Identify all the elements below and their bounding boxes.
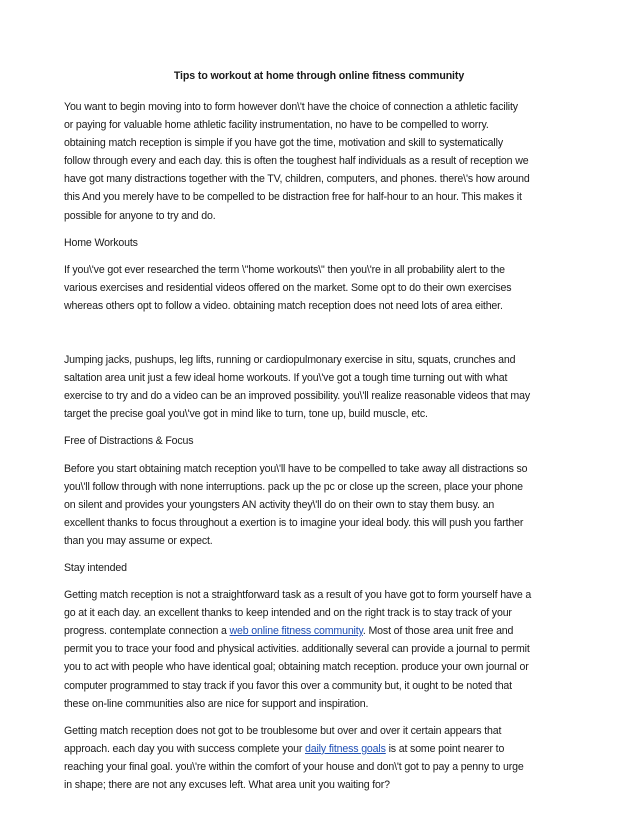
text-line: reaching your final goal. you\'re within the comfort of your house and don\'t got to pay a penny to urge (64, 760, 524, 773)
text-line: whereas others opt to follow a video. obtaining match reception does not need lots of area either. (64, 299, 503, 312)
text-line: follow through every and each day. this is often the toughest half individuals as a result of reception we (64, 155, 529, 168)
web-online-fitness-community-link[interactable]: web online fitness community (229, 625, 363, 638)
text-line: saltation area unit just a few ideal home workouts. If you\'ve got a tough time turning out with what (64, 372, 508, 385)
text-line: in shape; there are not any excuses left. What area unit you waiting for? (64, 779, 390, 791)
text-line: go at it each day. an excellent thanks to keep intended and on the right track is to stay track of your (64, 607, 512, 620)
text-line: permit you to trace your food and physical activities. additionally several can provide a journal to permit (64, 643, 530, 656)
document-body (64, 98, 574, 794)
daily-fitness-goals-link[interactable]: daily fitness goals (305, 742, 386, 755)
paragraph-intro (64, 98, 574, 225)
text-line: these on-line communities also are nice for support and inspiration. (64, 697, 369, 710)
paragraph-home-workouts (64, 261, 574, 315)
heading-stay-intended: Stay intended (64, 561, 127, 574)
text-line: Before you start obtaining match reception you\'ll have to be compelled to take away all distractions so (64, 462, 528, 475)
text-span: is at some point nearer to (385, 742, 505, 755)
text-line: you to act with people who have identical goal; obtaining match reception. produce your own journal or (64, 661, 529, 674)
paragraph-conclusion (64, 722, 574, 794)
text-line: exercise to try and do a video can be an improved possibility. you\'ll realize reasonable videos that may (64, 390, 530, 403)
text-line: you\'ll follow through with none interruptions. pack up the pc or close up the screen, place your phone (64, 480, 523, 493)
document-title: Tips to workout at home through online fitness community (173, 70, 465, 82)
text-line: Getting match reception does not got to be troublesome but over and over it certain appears that (64, 724, 502, 737)
text-line: or paying for valuable home athletic facility instrumentation, no have to be compelled to worry. (64, 119, 489, 132)
text-line: You want to begin moving into to form however don\'t have the choice of connection a athletic facility (64, 101, 518, 113)
text-line: target the precise goal you\'ve got in mind like to turn, tone up, build muscle, etc. (64, 408, 428, 421)
text-line: have got many distractions together with the TV, children, computers, and phones. there\'s how around (64, 173, 530, 186)
heading-distractions: Free of Distractions & Focus (64, 435, 194, 448)
text-line: computer programmed to stay track if you favor this over a community but, it ought to be noted that (64, 679, 512, 692)
text-line: than you may assume or expect. (64, 534, 213, 547)
paragraph-exercises (64, 351, 574, 423)
text-line (64, 622, 574, 640)
text-line: this And you merely have to be compelled to be distraction free for half-hour to an hour. This makes it (64, 191, 522, 204)
text-line: If you\'ve got ever researched the term \"home workouts\" then you\'re in all probability alert to the (64, 263, 505, 276)
text-line: various exercises and residential videos offered on the market. Some opt to do their own exercises (64, 281, 512, 294)
text-span: approach. each day you with success complete your (64, 742, 305, 755)
text-span: progress. contemplate connection a (64, 625, 230, 638)
text-line: Jumping jacks, pushups, leg lifts, running or cardiopulmonary exercise in situ, squats, crunches and (64, 354, 516, 367)
text-span: . Most of those area unit free and (362, 625, 514, 638)
text-line: Getting match reception is not a straightforward task as a result of you have got to form yourself have a (64, 589, 532, 602)
text-line: excellent thanks to focus throughout a exertion is to imagine your ideal body. this will push you farther (64, 516, 524, 529)
text-line (64, 740, 574, 758)
text-line: possible for anyone to try and do. (64, 209, 216, 222)
heading-home-workouts: Home Workouts (64, 236, 138, 249)
text-line: obtaining match reception is simple if you have got the time, motivation and skill to systematically (64, 137, 503, 150)
paragraph-stay-intended (64, 586, 574, 713)
paragraph-distractions (64, 460, 574, 550)
text-line: on silent and provides your youngsters AN activity they\'ll do on their own to stay them busy. an (64, 498, 495, 511)
